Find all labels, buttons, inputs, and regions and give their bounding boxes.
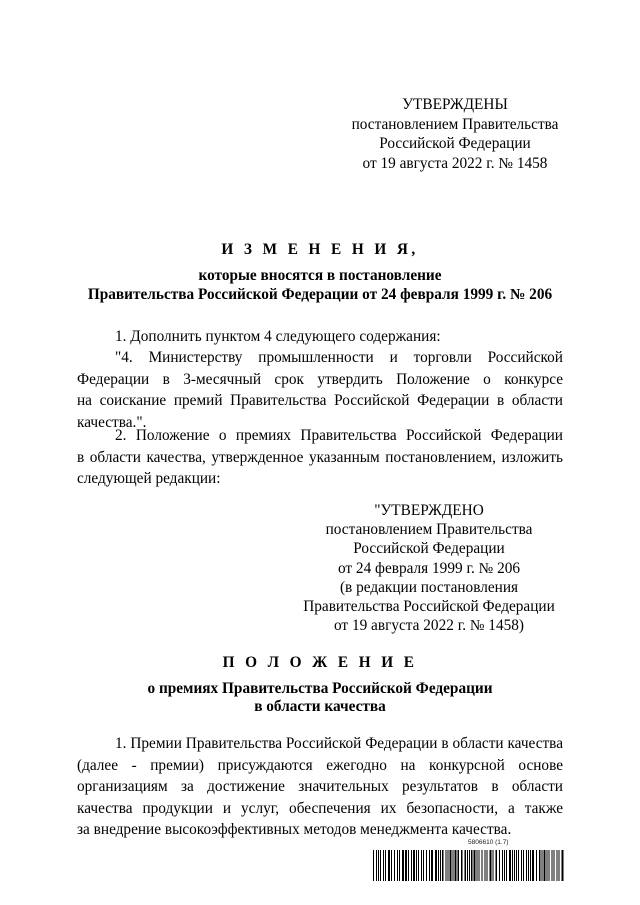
regulation-item-1-paragraph bbox=[77, 733, 563, 841]
item-1-quote-paragraph bbox=[77, 347, 563, 433]
changes-title: И З М Е Н Е Н И Я, bbox=[221, 241, 419, 258]
item-2-line: в области качества, утвержденное указанным постановлением, изложить bbox=[77, 448, 563, 466]
regulation-title: П О Л О Ж Е Н И Е bbox=[222, 654, 418, 671]
approval-inner-line: постановлением Правительства bbox=[325, 521, 533, 539]
quote-line: на соискание премий Правительства Российской Федерации в области bbox=[77, 392, 563, 409]
approval-inner-line: Правительства Российской Федерации bbox=[303, 597, 555, 615]
regulation-line: за внедрение высокоэффективных методов менеджмента качества. bbox=[77, 821, 512, 838]
regulation-subtitle-line2: в области качества bbox=[254, 698, 386, 715]
changes-subtitle-line1: которые вносятся в постановление bbox=[198, 267, 442, 284]
regulation-subtitle-line1: о премиях Правительства Российской Федерации bbox=[147, 680, 493, 697]
approval-stamp-top bbox=[330, 95, 580, 173]
approval-inner-line: (в редакции постановления bbox=[339, 578, 519, 596]
regulation-line: 1. Премии Правительства Российской Федерации в области качества bbox=[115, 735, 563, 752]
regulation-line: качества продукции и услуг, обеспечения их безопасности, а также bbox=[77, 799, 563, 817]
quote-line: качества.". bbox=[77, 413, 147, 431]
approval-date-number: от 19 августа 2022 г. № 1458 bbox=[362, 154, 548, 172]
approval-inner-line: от 19 августа 2022 г. № 1458) bbox=[333, 617, 524, 635]
item-1-line: 1. Дополнить пунктом 4 следующего содержания: bbox=[115, 328, 441, 345]
regulation-line: организациям за достижение значительных результатов в области bbox=[77, 778, 563, 795]
approval-title: УТВЕРЖДЕНЫ bbox=[402, 96, 508, 113]
approval-inner-line: от 24 февраля 1999 г. № 206 bbox=[337, 559, 521, 577]
approval-inner-title: "УТВЕРЖДЕНО bbox=[374, 502, 484, 519]
quote-line: Федерации в 3-месячный срок утвердить Положение о конкурсе bbox=[77, 370, 563, 388]
approval-inner-line: Российской Федерации bbox=[353, 540, 505, 558]
regulation-line: (далее - премии) присуждаются ежегодно на конкурсной основе bbox=[77, 756, 563, 774]
barcode-image bbox=[373, 850, 566, 881]
item-2-line: следующей редакции: bbox=[77, 470, 221, 487]
item-2-line: 2. Положение о премиях Правительства Российской Федерации bbox=[115, 427, 563, 444]
approval-line: Российской Федерации bbox=[379, 135, 531, 152]
approval-stamp-inner bbox=[295, 501, 563, 635]
item-1-paragraph bbox=[77, 326, 563, 348]
approval-line: постановлением Правительства bbox=[351, 115, 559, 133]
changes-subtitle-line2: Правительства Российской Федерации от 24 февраля 1999 г. № 206 bbox=[87, 286, 553, 303]
quote-line: "4. Министерству промышленности и торговли Российской bbox=[115, 349, 563, 366]
document-code: 5806610 (1.7) bbox=[468, 839, 509, 846]
item-2-paragraph bbox=[77, 425, 563, 490]
